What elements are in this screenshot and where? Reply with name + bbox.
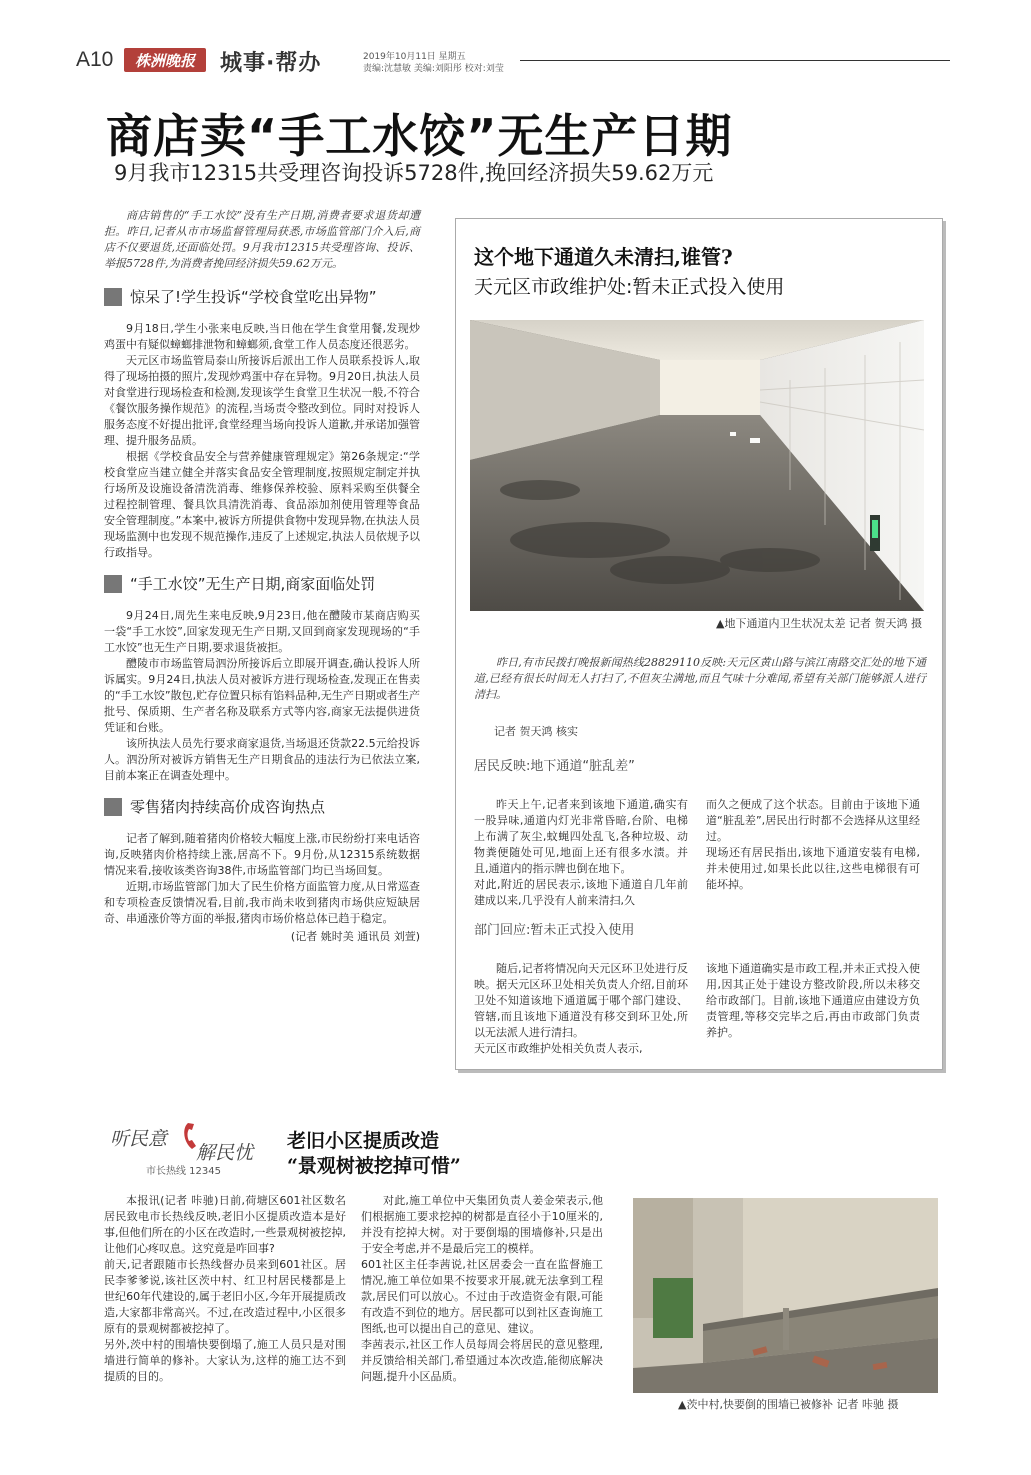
headline-title: 商店卖“手工水饺”无生产日期 [106, 109, 733, 163]
bottom-title-2: “景观树被挖掉可惜” [287, 1155, 461, 1177]
box-sub1-left [474, 797, 688, 909]
paragraph: 天元区市场监管局泰山所接诉后派出工作人员联系投诉人,取得了现场拍摄的照片,发现炒鸡蛋中存在异物。9月20日,执法人员对食堂进行现场检查和检测,发现该学生食堂卫生状况一般,不符合《餐饮服务操作规范》的流程,当场责令整改到位。同时对投诉人服务态度不好提出批评,食堂经理当场向投诉人道歉,并承诺加强管理、提升服务品质。 [104, 354, 420, 447]
underpass-illustration [470, 320, 924, 611]
section-heading-text: 惊呆了!学生投诉“学校食堂吃出异物” [130, 288, 377, 306]
underpass-photo [470, 320, 924, 611]
page-number: A10 [76, 48, 114, 71]
paragraph: 随后,记者将情况向天元区环卫处进行反映。据天元区环卫处相关负责人介绍,目前环卫处不知道该地下通道属于哪个部门建设、管辖,而且该地下通道没有移交到环卫处,所以无法派人进行清扫。 天元区市政维护处相关负责人表示, [474, 962, 688, 1055]
paragraph: 醴陵市市场监管局泗汾所接诉后立即展开调查,确认投诉人所诉属实。9月24日,执法人员对被诉方进行现场检查,发现正在售卖的“手工水饺”散包,贮存位置只标有馅料品种,无生产日期或者生产批号、保质期、生产者名称及联系方式等内容,商家无法提供进货凭证和台账。 [104, 657, 420, 734]
feature-box [455, 218, 943, 1070]
paragraph: 对此,施工单位中天集团负责人姜金荣表示,他们根据施工要求挖掉的树都是直径小于10厘米的,并没有挖掉大树。对于要倒塌的围墙修补,只是出于安全考虑,并不是最后完工的模样。 601社区主任李茜说,社区居委会一直在监督施工情况,施工单位如果不按要求开展,就无法拿到工程款,居民们可以放心。不过由于改造资金有限,可能有改造不到位的地方。居民都可以到社区查询施工图纸,也可以提出自己的意见、建议。 李茜表示,社区工作人员每周会将居民的意见整理,并反馈给相关部门,希望通过本次改造,能彻底解决问题,提升小区品质。 [361, 1194, 603, 1383]
wall-illustration [633, 1198, 938, 1393]
box-subhead-2: 部门回应:暂未正式投入使用 [474, 923, 635, 938]
masthead-rule [520, 60, 950, 61]
section-heading-2 [104, 573, 420, 594]
logo-text-a: 听民意 [110, 1128, 168, 1150]
hotline-logo [110, 1120, 270, 1176]
byline: (记者 姚时美 通讯员 刘萱) [290, 930, 420, 943]
box-lead: 昨日,有市民拨打晚报新闻热线28829110反映:天元区黄山路与滨江南路交汇处的地下通道,已经有很长时间无人打扫了,不但灰尘满地,而且气味十分难闻,希望有关部门能够派人进行清扫。 [474, 656, 926, 701]
box-reporter: 记者 贺天鸿 核实 [494, 725, 578, 738]
paragraph: 记者了解到,随着猪肉价格较大幅度上涨,市民纷纷打来电话咨询,反映猪肉价格持续上涨,居高不下。9月份,从12315系统数据情况来看,接收该类咨询38件,市场监管部门均已当场回复。 [104, 832, 420, 877]
bottom-col-2 [361, 1193, 603, 1385]
section-name: 城事·帮办 [220, 51, 322, 76]
intro-paragraph: 商店销售的“手工水饺”没有生产日期,消费者要求退货却遭拒。昨日,记者从市市场监督管理局获悉,市场监管部门介入后,商店不仅要退货,还面临处罚。9月我市12315共受理咨询、投诉、举报5728件,为消费者挽回经济损失59.62万元。 [104, 209, 420, 270]
wall-photo-caption: ▲茨中村,快要倒的围墙已被修补 记者 咔驰 摄 [678, 1398, 899, 1411]
paragraph: 本报讯(记者 咔驰)日前,荷塘区601社区数名居民致电市长热线反映,老旧小区提质改造本是好事,但他们所在的小区在改造时,一些景观树被挖掉,让他们心疼叹息。这究竟是咋回事? 前天,记者跟随市长热线督办员来到601社区。居民李爹爹说,该社区茨中村、红卫村居民楼都是上世纪60年代建设的,属于老旧小区,今年开展提质改造,大家都非常高兴。不过,在改造过程中,小区很多原有的景观树都被挖掉了。 另外,茨中村的围墙快要倒塌了,施工人员只是对围墙进行简单的修补。大家认为,这样的施工达不到提质的目的。 [104, 1194, 346, 1383]
paper-logo: 株洲晚报 [124, 48, 206, 72]
section-heading-text: “手工水饺”无生产日期,商家面临处罚 [130, 575, 376, 593]
paragraph: 根据《学校食品安全与营养健康管理规定》第26条规定:“学校食堂应当建立健全并落实食品安全管理制度,按照规定制定并执行场所及设施设备清洗消毒、维修保养校验、原料采购至供餐全过程控制管理、餐具饮具清洗消毒、食品添加剂使用管理等食品安全管理制度。”本案中,被诉方所提供食物中发现异物,在执法人员现场监测中也发现不规范操作,违反了上述规定,执法人员依规予以行政指导。 [104, 450, 420, 559]
section-body-3 [104, 831, 420, 945]
box-sub1-right [706, 797, 920, 893]
date-line: 2019年10月11日 星期五 [363, 52, 466, 62]
paragraph: 该地下通道确实是市政工程,并未正式投入使用,因其正处于建设方整改阶段,所以未移交给市政部门。目前,该地下通道应由建设方负责管理,等移交完毕之后,再由市政部门负责养护。 [706, 962, 920, 1039]
section-heading-text: 零售猪肉持续高价成咨询热点 [130, 798, 326, 816]
section-heading-1 [104, 286, 420, 307]
paragraph: 近期,市场监管部门加大了民生价格方面监管力度,从日常巡查和专项检查反馈情况看,目前,我市尚未收到猪肉市场供应短缺居奇、串通涨价等方面的举报,猪肉市场价格总体已趋于稳定。 [104, 880, 420, 925]
paragraph: 昨天上午,记者来到该地下通道,确实有一股异味,通道内灯光非常昏暗,台阶、电梯上布满了灰尘,蚊蝇四处乱飞,各种垃圾、动物粪便随处可见,地面上还有很多水渍。并且,通道内的指示牌也倒在地下。 对此,附近的居民表示,该地下通道自几年前建成以来,几乎没有人前来清扫,久 [474, 798, 688, 907]
box-sub2-left [474, 961, 688, 1057]
wall-photo [633, 1198, 938, 1393]
heading-square-icon [104, 288, 122, 306]
paragraph: 该所执法人员先行要求商家退货,当场退还货款22.5元给投诉人。泗汾所对被诉方销售无生产日期食品的违法行为已依法立案,目前本案正在调查处理中。 [104, 737, 420, 782]
paragraph: 9月18日,学生小张来电反映,当日他在学生食堂用餐,发现炒鸡蛋中有疑似蟑螂排泄物和蟑螂须,食堂工作人员态度还很恶劣。 [104, 322, 420, 351]
left-column [104, 208, 420, 945]
box-subhead-1: 居民反映:地下通道“脏乱差” [474, 759, 635, 774]
bottom-col-1 [104, 1193, 346, 1385]
box-subtitle: 天元区市政维护处:暂未正式投入使用 [474, 276, 785, 298]
hotline-text: 市长热线 12345 [146, 1166, 221, 1177]
bottom-title-1: 老旧小区提质改造 [287, 1130, 440, 1152]
headline-subtitle: 9月我市12315共受理咨询投诉5728件,挽回经济损失59.62万元 [114, 161, 714, 185]
heading-square-icon [104, 798, 122, 816]
box-sub2-right [706, 961, 920, 1041]
section-body-2 [104, 608, 420, 784]
section-heading-3 [104, 796, 420, 817]
logo-text-b: 解民忧 [196, 1142, 254, 1164]
credits-line: 责编:沈慧敏 美编:刘阳彤 校对:刘莹 [363, 64, 504, 74]
box-title: 这个地下通道久未清扫,谁管? [474, 245, 733, 269]
heading-square-icon [104, 575, 122, 593]
paragraph: 9月24日,周先生来电反映,9月23日,他在醴陵市某商店购买一袋“手工水饺”,回家发现无生产日期,又回到商家发现现场的“手工水饺”也无生产日期,要求退货被拒。 [104, 609, 420, 654]
section-body-1 [104, 321, 420, 561]
paragraph: 而久之便成了这个状态。目前由于该地下通道“脏乱差”,居民出行时都不会选择从这里经过。 现场还有居民指出,该地下通道安装有电梯,并未使用过,如果长此以往,这些电梯很有可能坏掉。 [706, 798, 920, 891]
masthead [0, 0, 1031, 80]
underpass-photo-caption: ▲地下通道内卫生状况太差 记者 贺天鸿 摄 [716, 617, 922, 630]
